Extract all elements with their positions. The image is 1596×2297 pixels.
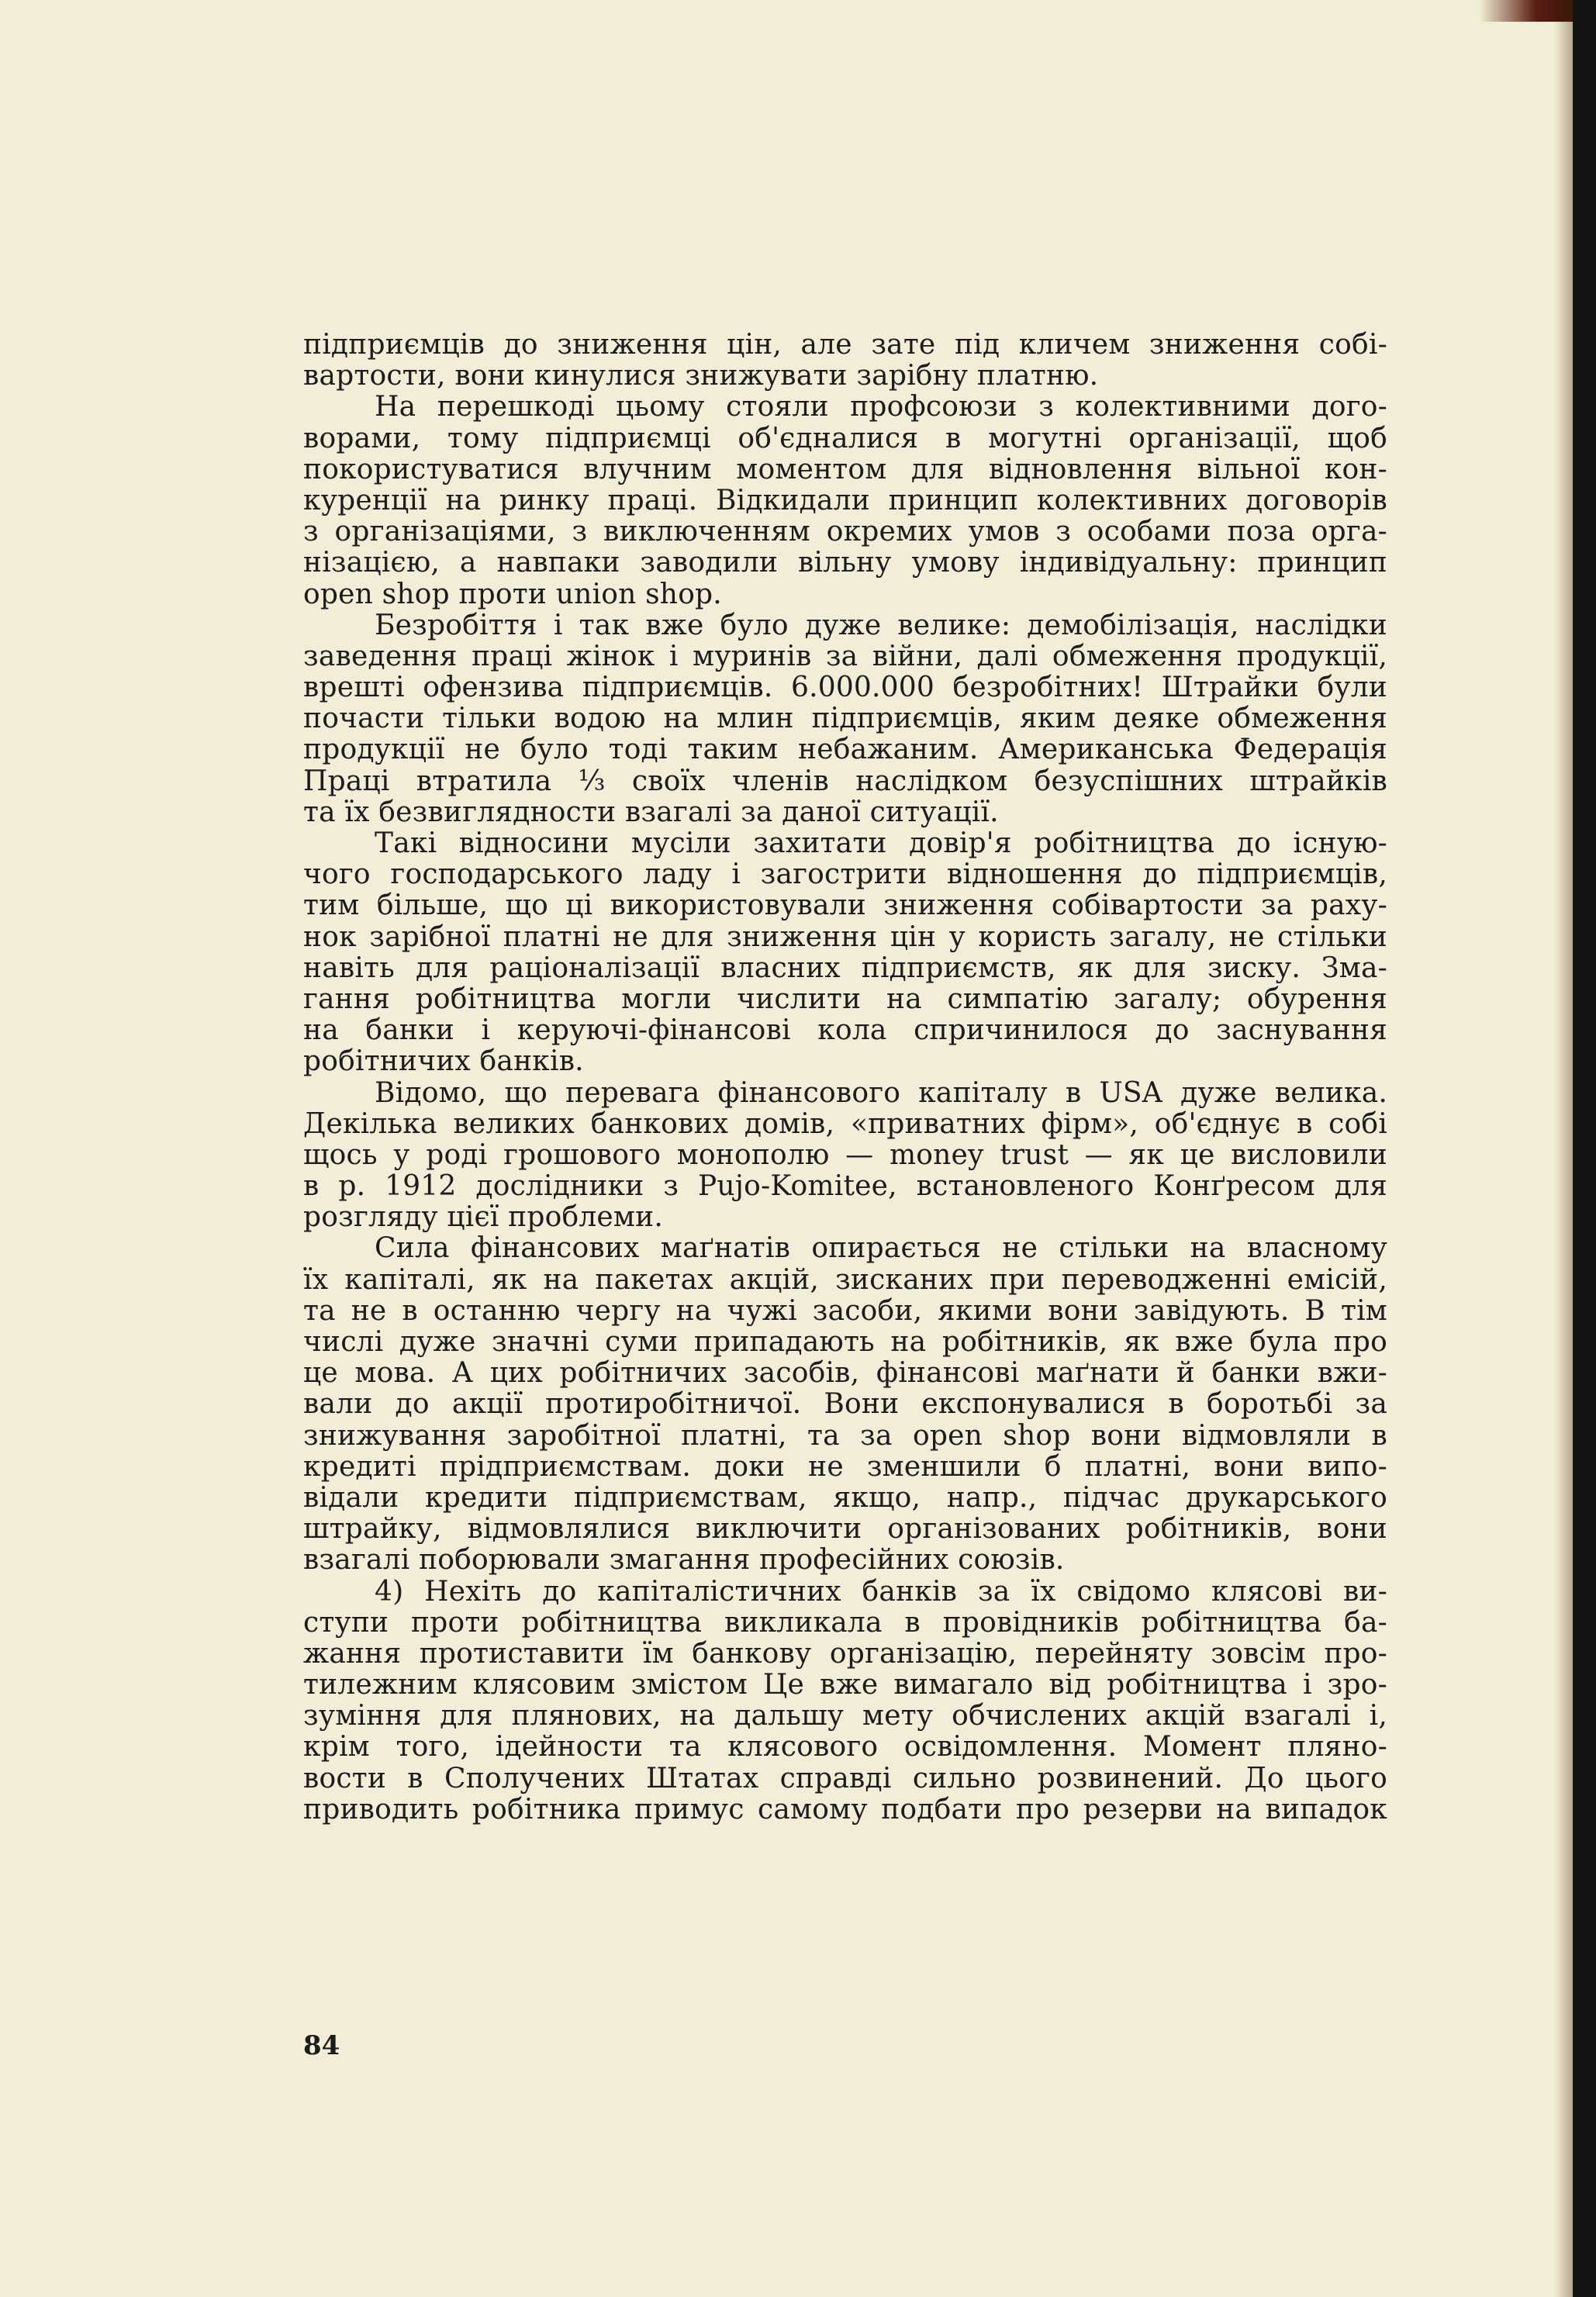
text-line: крім того, ідейности та клясового освідомлення. Момент пляно- [303, 1731, 1387, 1763]
text-line: жання протиставити їм банкову організацію, перейняту зовсім про- [303, 1637, 1387, 1670]
text-line: вали до акції протиробітничої. Вони експонувалися в боротьбі за [303, 1388, 1387, 1421]
text-line: штрайку, відмовлялися виключити організованих робітників, вони [303, 1513, 1387, 1546]
text-line: зуміння для плянових, на дальшу мету обчислених акцій взагалі і, [303, 1700, 1387, 1732]
text-line: Праці втратила ⅓ своїх членів наслідком безуспішних штрайків [303, 765, 1387, 797]
text-line: тим більше, що ці використовували зниження собівартости за раху- [303, 889, 1387, 922]
text-line: Такі відносини мусіли захитати довір'я робітництва до існую- [375, 827, 1387, 859]
text-line: покористуватися влучним моментом для відновлення вільної кон- [303, 453, 1387, 485]
text-line: та не в останню чергу на чужі засоби, якими вони завідують. В тім [303, 1294, 1387, 1327]
text-line: почасти тільки водою на млин підприємців, яким деяке обмеження [303, 703, 1387, 735]
text-line: робітничих банків. [303, 1045, 584, 1078]
text-line: приводить робітника примус самому подбати про резерви на випадок [303, 1793, 1387, 1826]
text-line: вости в Сполучених Штатах справді сильно розвинений. До цього [303, 1762, 1387, 1794]
text-line: щось у роді грошового монополю — money trust — як це висловили [303, 1138, 1387, 1171]
text-line: розгляду цієї проблеми. [303, 1201, 663, 1234]
text-line: Безробіття і так вже було дуже велике: демобілізація, наслідки [375, 609, 1387, 641]
text-line: вартости, вони кинулися знижувати зарібну платню. [303, 360, 1099, 392]
text-line: Відомо, що перевага фінансового капіталу в USA дуже велика. [375, 1076, 1387, 1109]
text-line: На перешкоді цьому стояли профсоюзи з колективними дого- [375, 391, 1387, 423]
body-text [303, 330, 1387, 1826]
text-line: та їх безвиглядности взагалі за даної ситуації. [303, 796, 999, 828]
text-line: з організаціями, з виключенням окремих умов з особами поза орга- [303, 516, 1387, 548]
text-line: кредиті прідприємствам. доки не зменшили б платні, вони випо- [303, 1450, 1387, 1483]
text-line: гання робітництва могли числити на симпатію загалу; обурення [303, 983, 1387, 1015]
text-line: 4) Нехіть до капіталістичних банків за їх свідомо клясові ви- [375, 1575, 1387, 1608]
text-line: відали кредити підприємствам, якщо, напр., підчас друкарського [303, 1481, 1387, 1514]
text-line: нок зарібної платні не для зниження цін у користь загалу, не стільки [303, 921, 1387, 953]
text-line: ворами, тому підприємці об'єдналися в могутні організації, щоб [303, 422, 1387, 454]
book-spine-edge [1480, 0, 1573, 22]
text-line: в р. 1912 дослідники з Pujo-Komitee, встановленого Конґресом для [303, 1170, 1387, 1203]
text-line: open shop проти union shop. [303, 578, 722, 610]
text-line: числі дуже значні суми припадають на робітників, як вже була про [303, 1326, 1387, 1358]
text-line: Сила фінансових маґнатів опирається не стільки на власному [375, 1232, 1387, 1265]
text-line: продукції не було тоді таким небажаним. Американська Федерація [303, 734, 1387, 766]
text-line: навіть для раціоналізації власних підприємств, як для зиску. Зма- [303, 952, 1387, 984]
text-line: знижування заробітної платні, та за open shop вони відмовляли в [303, 1419, 1387, 1452]
text-line: заведення праці жінок і муринів за війни, далі обмеження продукції, [303, 640, 1387, 672]
text-line: куренції на ринку праці. Відкидали принцип колективних договорів [303, 484, 1387, 516]
text-line: на банки і керуючі-фінансові кола спричинилося до заснування [303, 1014, 1387, 1047]
text-line: чого господарського ладу і загострити відношення до підприємців, [303, 858, 1387, 891]
text-line: нізацією, а навпаки заводили вільну умову індивідуальну: принцип [303, 547, 1387, 579]
text-line: підприємців до зниження цін, але зате під кличем зниження собі- [303, 329, 1387, 361]
text-line: Декілька великих банкових домів, «приватних фірм», об'єднує в собі [303, 1107, 1387, 1140]
text-line: врешті офензива підприємців. 6.000.000 безробітних! Штрайки були [303, 672, 1387, 704]
page-number: 84 [303, 2030, 340, 2061]
text-line: взагалі поборювали змагання професійних союзів. [303, 1544, 1065, 1577]
text-line: тилежним клясовим змістом Це вже вимагало від робітництва і зро- [303, 1669, 1387, 1701]
text-line: їх капіталі, як на пакетах акцій, зисканих при переводженні емісій, [303, 1263, 1387, 1296]
text-line: ступи проти робітництва викликала в провідників робітництва ба- [303, 1606, 1387, 1639]
text-line: це мова. А цих робітничих засобів, фінансові маґнати й банки вжи- [303, 1357, 1387, 1390]
